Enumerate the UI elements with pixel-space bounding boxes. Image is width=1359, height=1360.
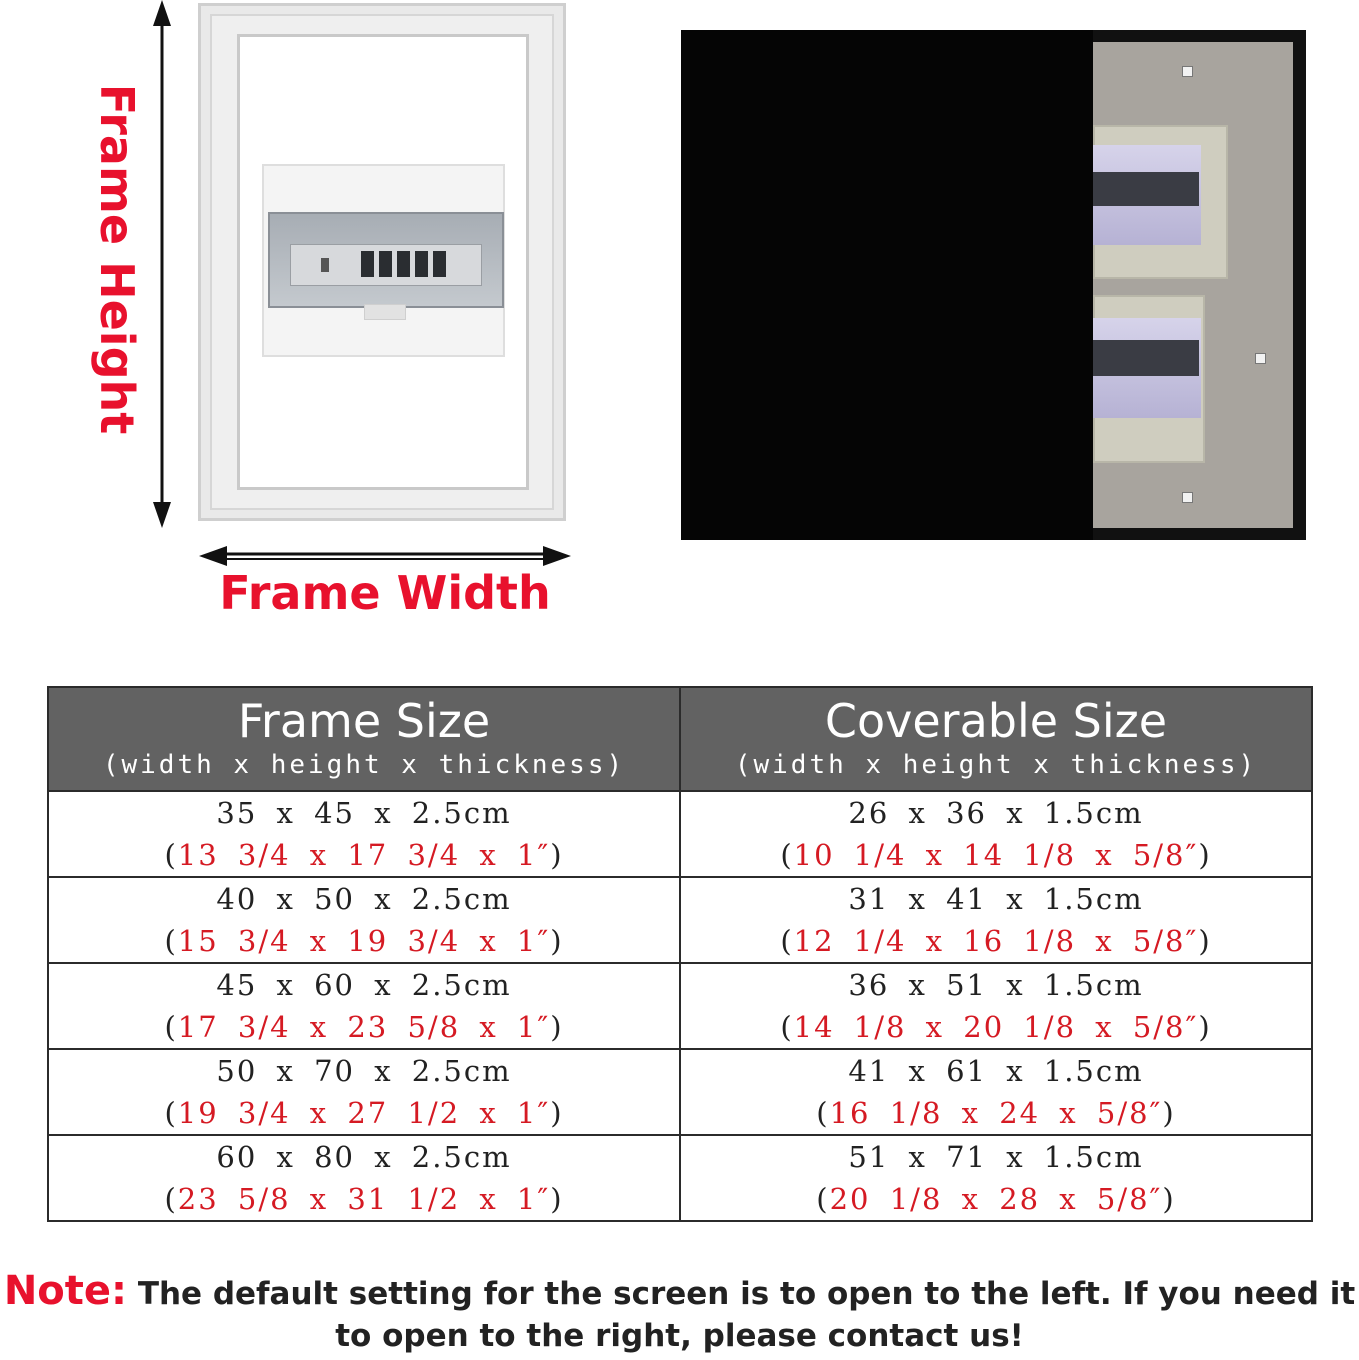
frame-height-label: Frame Height <box>90 83 145 435</box>
frame-clip <box>1255 353 1266 364</box>
coverable-size-cell: 41 x 61 x 1.5cm (16 1/8 x 24 x 5/8″) <box>680 1049 1312 1135</box>
note-label: Note: <box>3 1268 128 1314</box>
table-row <box>48 877 1312 963</box>
frame-width-label: Frame Width <box>219 566 551 620</box>
table-row <box>48 963 1312 1049</box>
frame-size-cell: 50 x 70 x 2.5cm (19 3/4 x 27 1/2 x 1″) <box>48 1049 680 1135</box>
coverable-size-cell: 36 x 51 x 1.5cm (14 1/8 x 20 1/8 x 5/8″) <box>680 963 1312 1049</box>
breaker-row <box>290 244 482 286</box>
frame-size-cell: 45 x 60 x 2.5cm (17 3/4 x 23 5/8 x 1″) <box>48 963 680 1049</box>
breaker-panel-tab <box>364 304 406 320</box>
frame-size-cell: 40 x 50 x 2.5cm (15 3/4 x 19 3/4 x 1″) <box>48 877 680 963</box>
breaker-switch <box>397 251 410 277</box>
table-header-row <box>48 687 1312 791</box>
table-row <box>48 791 1312 877</box>
breaker-switch <box>321 258 329 272</box>
frame-clip <box>1182 492 1193 503</box>
coverable-size-cell: 26 x 36 x 1.5cm (10 1/4 x 14 1/8 x 5/8″) <box>680 791 1312 877</box>
coverable-size-cell: 51 x 71 x 1.5cm (20 1/8 x 28 x 5/8″) <box>680 1135 1312 1221</box>
note-text: The default setting for the screen is to open to the left. If you need it to open to the right, please contact us! <box>137 1276 1356 1354</box>
breaker-box-slot <box>1093 340 1199 376</box>
table-row <box>48 1049 1312 1135</box>
frame-size-header: Frame Size (width x height x thickness) <box>48 687 680 791</box>
frame-size-cell: 35 x 45 x 2.5cm (13 3/4 x 17 3/4 x 1″) <box>48 791 680 877</box>
breaker-box-slot <box>1093 172 1199 206</box>
table-row <box>48 1135 1312 1221</box>
breaker-switch <box>415 251 428 277</box>
size-table <box>47 686 1313 1222</box>
coverable-size-cell: 31 x 41 x 1.5cm (12 1/4 x 16 1/8 x 5/8″) <box>680 877 1312 963</box>
frame-clip <box>1182 66 1193 77</box>
coverable-size-header: Coverable Size (width x height x thickness) <box>680 687 1312 791</box>
frame-size-cell: 60 x 80 x 2.5cm (23 5/8 x 31 1/2 x 1″) <box>48 1135 680 1221</box>
breaker-switch <box>433 251 446 277</box>
breaker-switch <box>361 251 374 277</box>
note <box>0 1270 1359 1357</box>
sliding-cover-panel <box>681 30 1093 540</box>
breaker-switch <box>379 251 392 277</box>
